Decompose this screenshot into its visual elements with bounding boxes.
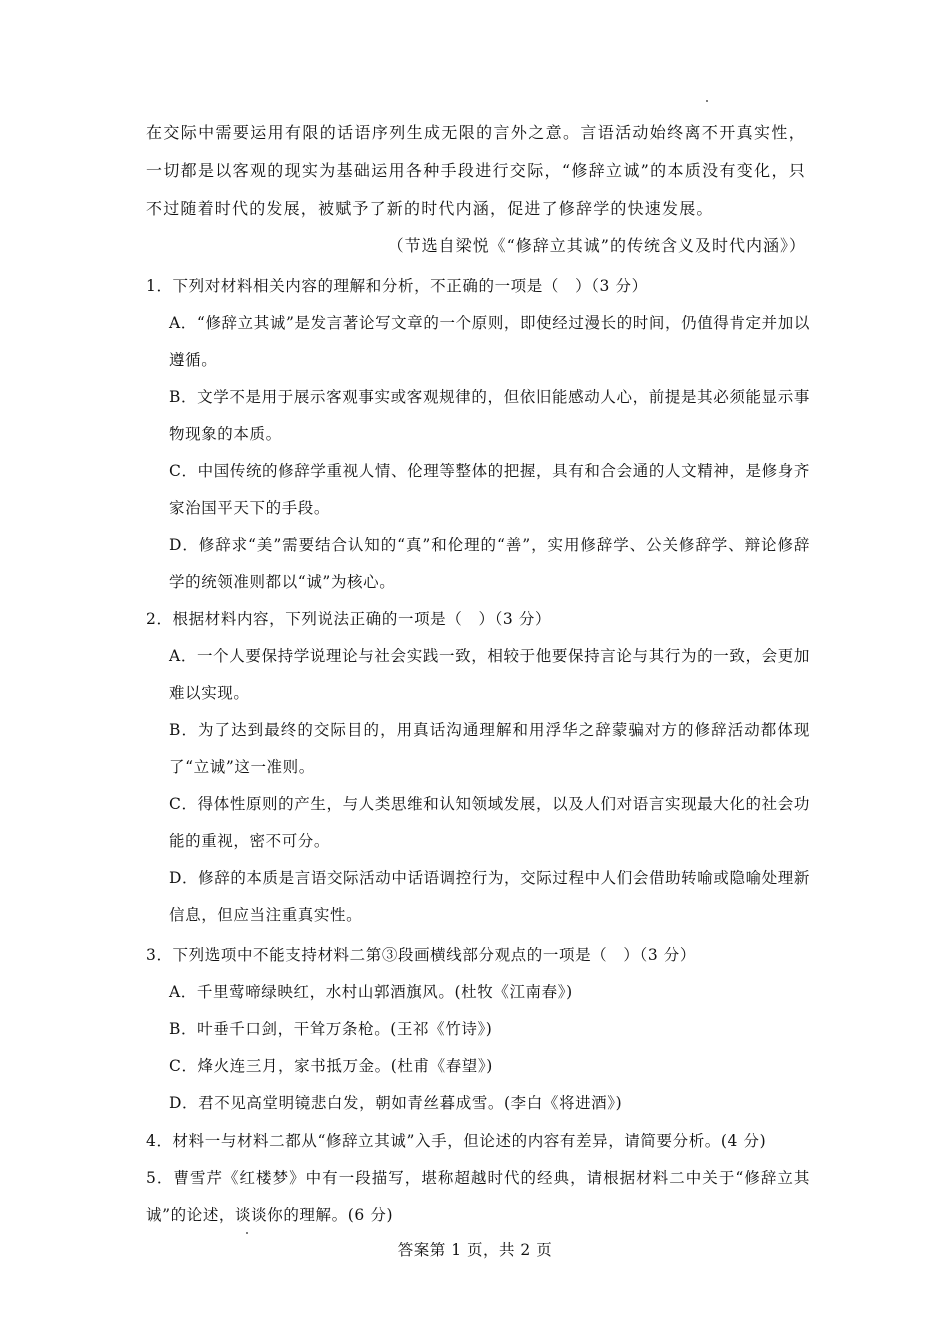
question-2-option-d: D．修辞的本质是言语交际活动中话语调控行为，交际过程中人们会借助转喻或隐喻处理新信息，但应当注重真实性。: [169, 869, 810, 924]
question-3-option-a: A．千里莺啼绿映红，水村山郭酒旗风。(杜牧《江南春》): [169, 983, 573, 1001]
question-1-option-d: D．修辞求“美”需要结合认知的“真”和伦理的“善”，实用修辞学、公关修辞学、辩论修辞学的统领准则都以“诚”为核心。: [169, 536, 810, 591]
scan-speck: [706, 100, 708, 102]
question-4-stem: 4．材料一与材料二都从“修辞立其诚”入手，但论述的内容有差异，请简要分析。(4 分): [146, 1132, 767, 1150]
question-2-stem: 2．根据材料内容，下列说法正确的一项是（ ）（3 分）: [146, 610, 552, 628]
question-3-stem: 3．下列选项中不能支持材料二第③段画横线部分观点的一项是（ ）（3 分）: [146, 946, 697, 964]
question-3-option-b: B．叶垂千口剑，干耸万条枪。(王祁《竹诗》): [169, 1020, 493, 1038]
question-3-option-d: D．君不见高堂明镜悲白发，朝如青丝暮成雪。(李白《将进酒》): [169, 1094, 623, 1112]
question-1-option-c: C．中国传统的修辞学重视人情、伦理等整体的把握，具有和合会通的人文精神，是修身齐家治国平天下的手段。: [169, 462, 810, 517]
question-1-option-a: A．“修辞立其诚”是发言著论写文章的一个原则，即使经过漫长的时间，仍值得肯定并加以遵循。: [169, 314, 810, 369]
question-2-option-a: A．一个人要保持学说理论与社会实践一致，相较于他要保持言论与其行为的一致，会更加难以实现。: [169, 647, 810, 702]
page-footer: 答案第 1 页，共 2 页: [397, 1241, 553, 1259]
question-5-stem: 5．曹雪芹《红楼梦》中有一段描写，堪称超越时代的经典，请根据材料二中关于“修辞立其诚”的论述，谈谈你的理解。(6 分): [146, 1169, 810, 1224]
question-1-option-b: B．文学不是用于展示客观事实或客观规律的，但依旧能感动人心，前提是其必须能显示事物现象的本质。: [169, 388, 810, 443]
question-2-option-b: B．为了达到最终的交际目的，用真话沟通理解和用浮华之辞蒙骗对方的修辞活动都体现了“立诚”这一准则。: [169, 721, 810, 776]
question-1-stem: 1．下列对材料相关内容的理解和分析，不正确的一项是（ ）（3 分）: [146, 277, 648, 295]
material-paragraph: 在交际中需要运用有限的话语序列生成无限的言外之意。言语活动始终离不开真实性，一切都是以客观的现实为基础运用各种手段进行交际，“修辞立诚”的本质没有变化，只不过随着时代的发展，被赋予了新的时代内涵，促进了修辞学的快速发展。: [146, 123, 806, 218]
question-2-option-c: C．得体性原则的产生，与人类思维和认知领域发展，以及人们对语言实现最大化的社会功能的重视，密不可分。: [169, 795, 810, 850]
source-citation: （节选自梁悦《“修辞立其诚”的传统含义及时代内涵》）: [387, 236, 806, 255]
question-3-option-c: C．烽火连三月，家书抵万金。(杜甫《春望》): [169, 1057, 493, 1075]
